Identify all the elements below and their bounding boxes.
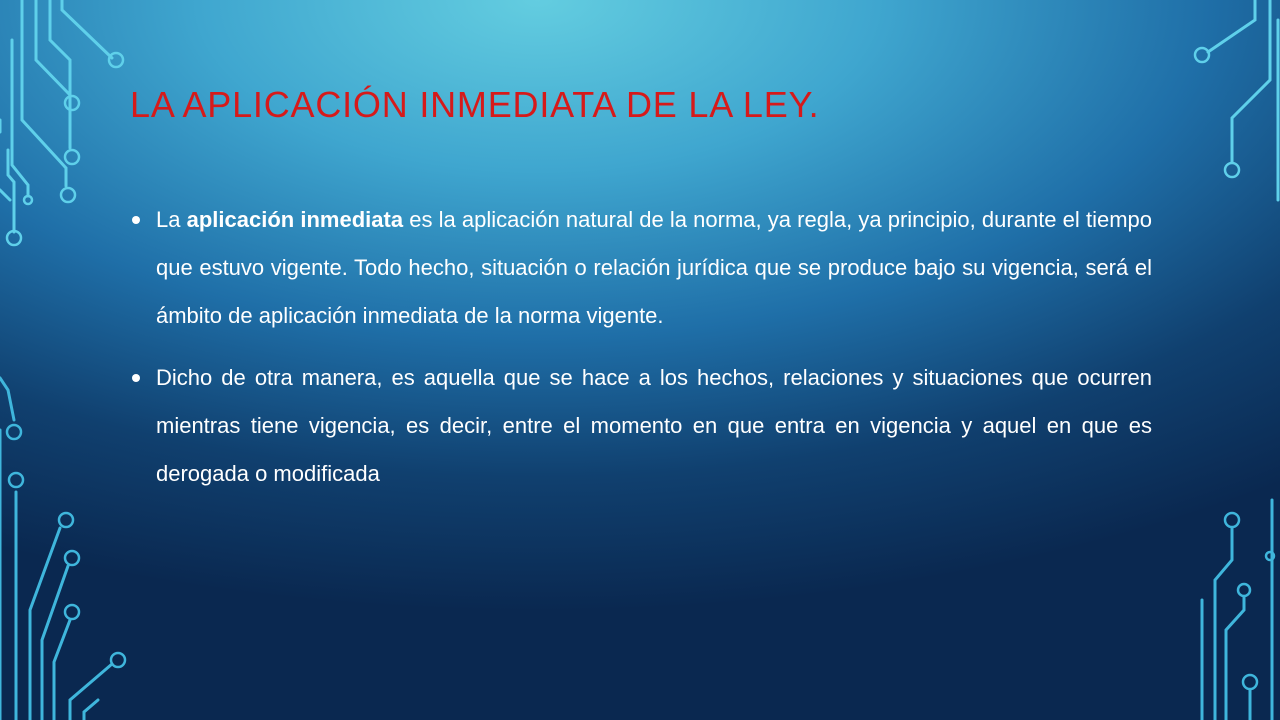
- bullet-dot-icon: [132, 374, 140, 382]
- circuit-top-right: [1195, 0, 1278, 200]
- bullet-text-body: es la aplicación natural de la norma, ya regla, ya principio, durante el tiempo que estuvo vigente. Todo hecho, situación o relación jurídica que se produce bajo su vigencia, será el ámbito de aplicación inmediata de la norma vigente.: [156, 207, 1152, 328]
- bullet-text-intro: La: [156, 207, 187, 232]
- bullet-keyword: aplicación inmediata: [186, 207, 404, 232]
- slide-title: LA APLICACIÓN INMEDIATA DE LA LEY.: [130, 84, 820, 125]
- circuit-bottom-left: [0, 378, 125, 720]
- circuit-top-left: [0, 0, 123, 245]
- circuit-bottom-right: [1202, 500, 1274, 720]
- bullet-item-restatement: [132, 354, 1152, 498]
- bullet-item-definition: [132, 196, 1152, 340]
- bullet-dot-icon: [132, 216, 140, 224]
- bullet-text: Dicho de otra manera, es aquella que se hace a los hechos, relaciones y situaciones que ocurren mientras tiene vigencia, es decir, entre el momento en que entra en vigencia y aquel en que es derogada o modificada: [156, 365, 1152, 486]
- bullet-list: [132, 196, 1152, 512]
